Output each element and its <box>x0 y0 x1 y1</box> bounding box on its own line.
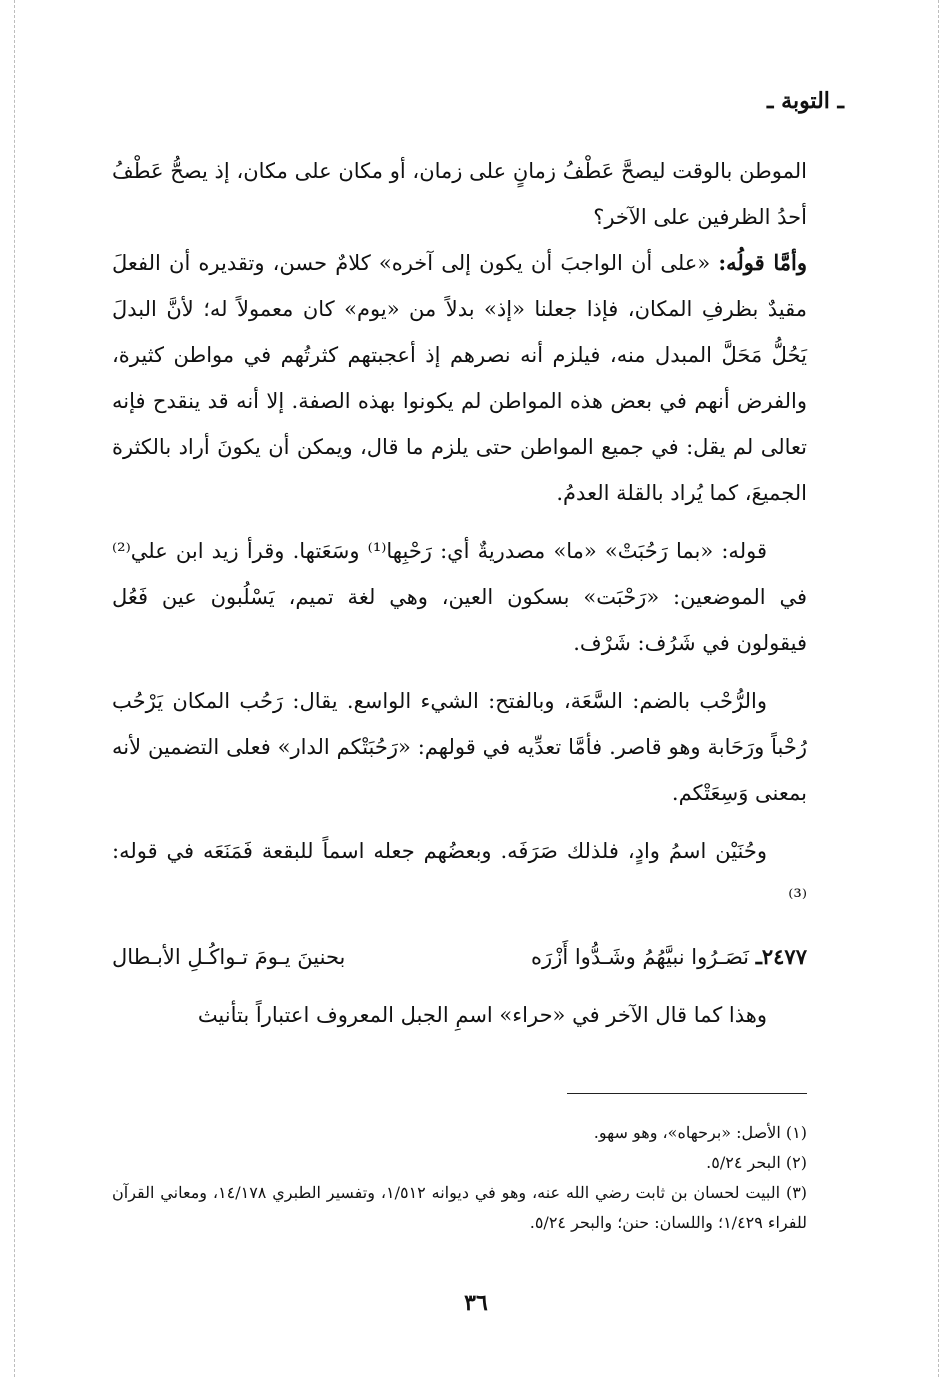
paragraph-4: والرُّحْب بالضم: السَّعَة، وبالفتح: الشيء الواسع. يقال: رَحُب المكان يَرْحُب رُحْباً ورَحَابة وهو قاصر. فأمَّا تعدِّيه في قولهم: «رَحُبَتْكم الدار» فعلى التضمين لأنه بمعنى وَسِعَتْكم. <box>112 689 807 805</box>
footnote-marker: (١) <box>785 1123 807 1142</box>
scan-guide-line <box>14 0 15 1377</box>
verse-first-hemistich: نَصَـرُوا نبيَّهُمُ وشَـدُّوا أَزْرَه <box>531 945 750 969</box>
verse-second-hemistich: بحنينَ يـومَ تـواكُـلِ الأبـطال <box>112 945 346 969</box>
footnote-marker: (٢) <box>785 1153 807 1172</box>
paragraph-1: الموطن بالوقت ليصحَّ عَطْفُ زمانٍ على زمان، أو مكان على مكان، إذ يصحُّ عَطْفُ أحدُ الظرفين على الآخر؟ <box>112 159 807 229</box>
paragraph-2-lead: وأمَّا قولُه: <box>718 250 808 275</box>
footnote-marker: (٣) <box>785 1183 808 1202</box>
footnote-text: الأصل: «برحهاه»، وهو سهو. <box>593 1123 781 1142</box>
verse-number: ٢٤٧٧ـ <box>755 944 807 969</box>
main-text <box>112 148 807 1038</box>
poetry-verse <box>112 934 807 980</box>
paragraph-3: قوله: «بما رَحُبَتْ» «ما» مصدريةٌ أي: رَحْبِها⁽¹⁾ وسَعَتها. وقرأ زيد ابن علي⁽²⁾ في الموضعين: «رَحْبَت» بسكون العين، وهي لغة تميم، يَسْلُبون عين فَعُل فيقولون في شَرُف: شَرْف. <box>112 539 807 655</box>
footnote-separator <box>567 1093 807 1094</box>
footnote-1 <box>112 1118 807 1148</box>
paragraph-2 <box>112 240 807 516</box>
paragraph-5: وحُنَيْن اسمُ وادٍ، فلذلك صَرَفَه. وبعضُهم جعله اسماً للبقعة فَمَنَعَه في قوله: ⁽³⁾ <box>112 839 807 909</box>
verse-first-half <box>531 934 807 980</box>
footnote-text: البحر ٥/٢٤. <box>706 1153 781 1172</box>
footnote-2 <box>112 1148 807 1178</box>
paragraph-2-body: «على أن الواجبَ أن يكون إلى آخره» كلامٌ حسن، وتقديره أن الفعلَ مقيدٌ بظرفِ المكان، فإذا جعلنا «إذ» بدلاً من «يوم» كان معمولاً له؛ لأنَّ البدلَ يَحُلُّ مَحَلَّ المبدل منه، فيلزم أنه نصرهم إذ أعجبتهم كثرتُهم في مواطن كثيرة، والفرض أنهم في بعض هذه المواطن لم يكونوا بهذه الصفة. إلا أنه قد ينقدح فإنه تعالى لم يقل: في جميع المواطن حتى يلزم ما قال، ويمكن أن يكونَ أراد بالكثرة الجميعَ، كما يُراد بالقلة العدمُ. <box>112 251 807 505</box>
closing-paragraph: وهذا كما قال الآخر في «حراء» اسمِ الجبل المعروف اعتباراً بتأنيث <box>197 1003 767 1027</box>
scan-guide-line <box>938 0 939 1377</box>
footnote-3 <box>112 1178 807 1238</box>
footnote-text: البيت لحسان بن ثابت رضي الله عنه، وهو في ديوانه ١/٥١٢، وتفسير الطبري ١٤/١٧٨، ومعاني القرآن للفراء ١/٤٢٩؛ واللسان: حنن؛ والبحر ٥/٢٤. <box>112 1183 807 1232</box>
running-header: ـ التوبة ـ <box>767 88 844 114</box>
page-number: ٣٦ <box>464 1290 488 1316</box>
footnotes <box>112 1118 807 1238</box>
